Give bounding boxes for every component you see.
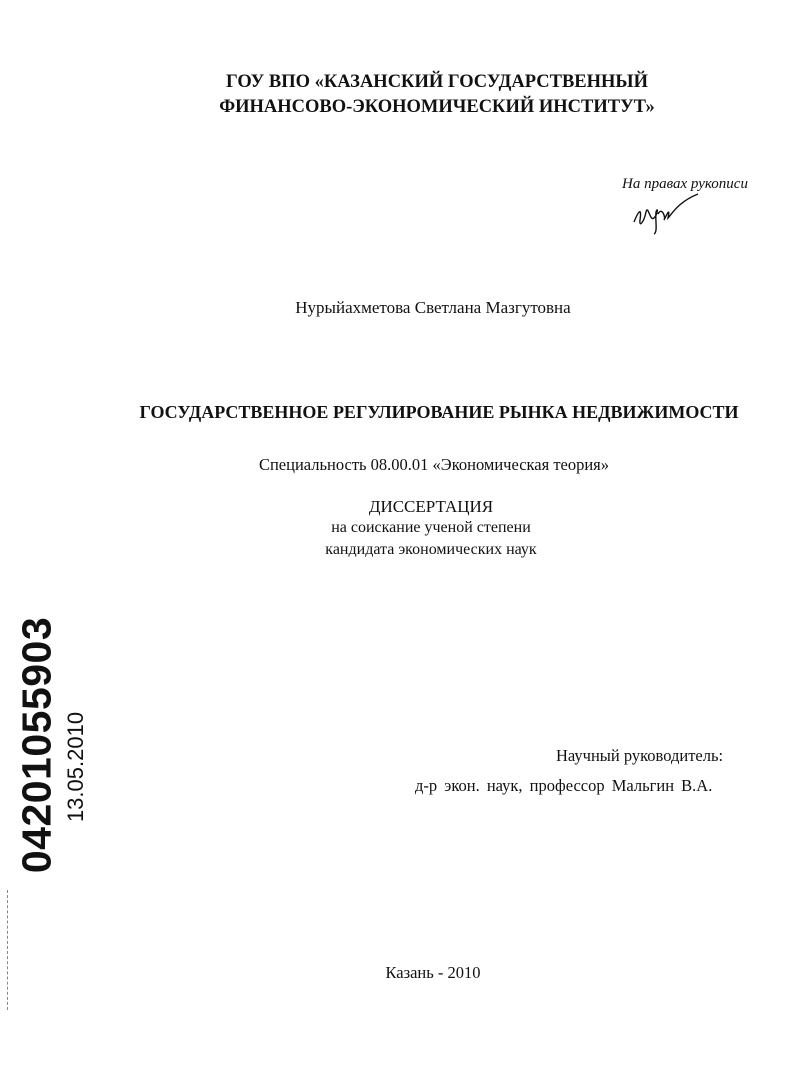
degree-line-1: на соискание ученой степени	[331, 519, 531, 536]
institution-line-1: ГОУ ВПО «КАЗАНСКИЙ ГОСУДАРСТВЕННЫЙ	[226, 72, 648, 92]
institution-header	[0, 70, 793, 120]
degree-line-2: кандидата экономических наук	[325, 541, 537, 558]
supervisor-label: Научный руководитель:	[556, 746, 724, 765]
degree	[0, 517, 793, 561]
scan-edge-mark	[7, 890, 10, 1010]
institution-line-2: ФИНАНСОВО-ЭКОНОМИЧЕСКИЙ ИНСТИТУТ»	[219, 97, 655, 117]
manuscript-note: На правах рукописи	[622, 176, 748, 192]
dissertation-title: ГОСУДАРСТВЕННОЕ РЕГУЛИРОВАНИЕ РЫНКА НЕДВИЖИМОСТИ	[139, 402, 739, 422]
author-name: Нурыйахметова Светлана Мазгутовна	[295, 298, 571, 317]
city-year: Казань - 2010	[385, 963, 481, 982]
specialty: Специальность 08.00.01 «Экономическая теория»	[258, 455, 610, 474]
stamp-number: 04201055903	[13, 616, 60, 874]
signature-icon	[628, 192, 708, 236]
stamp-date: 13.05.2010	[63, 711, 88, 823]
supervisor-name: д-р экон. наук, профессор Мальгин В.А.	[415, 776, 713, 795]
work-type: ДИССЕРТАЦИЯ	[368, 497, 494, 516]
